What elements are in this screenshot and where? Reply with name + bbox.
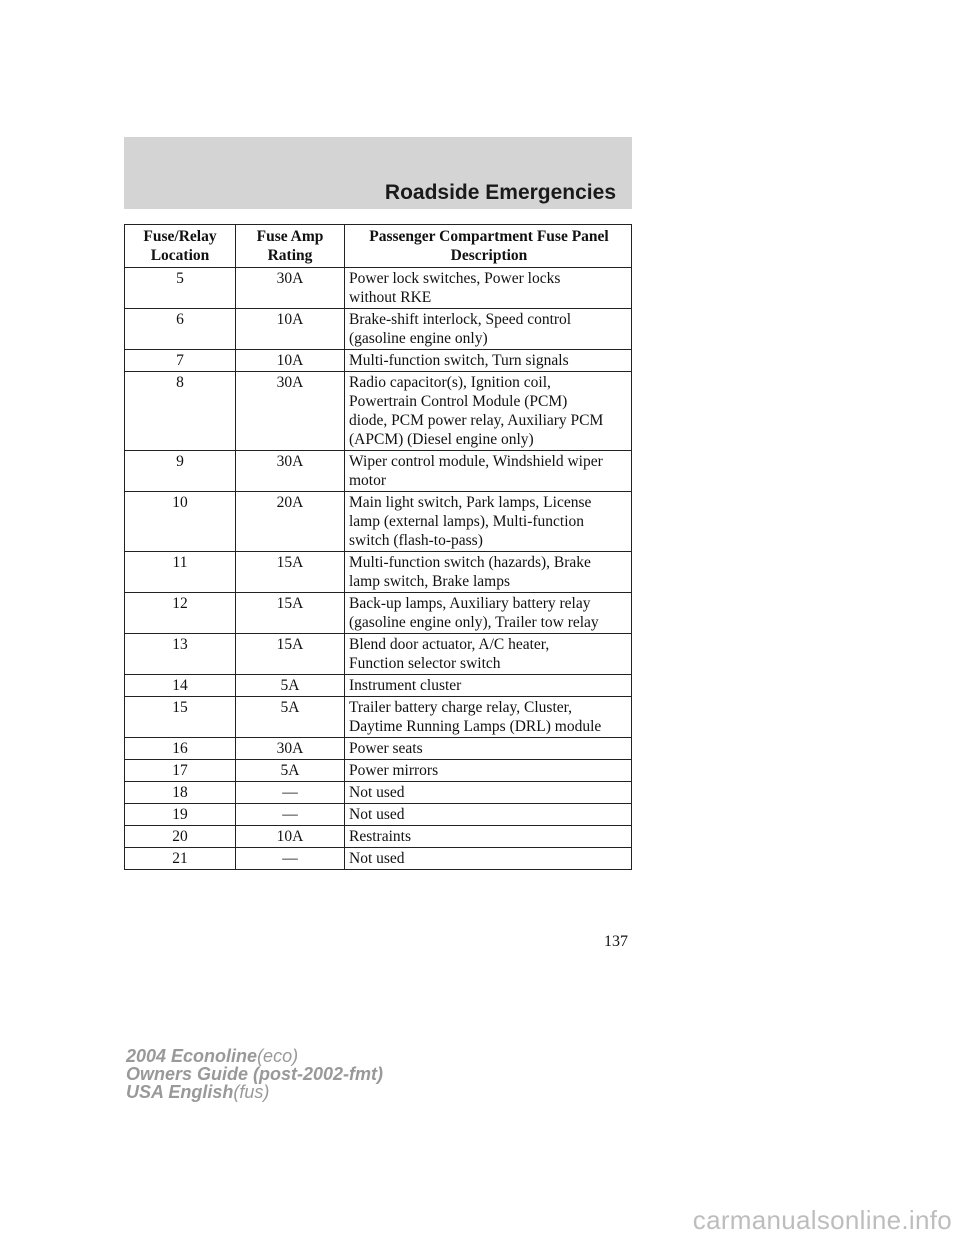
table-row bbox=[125, 848, 632, 870]
cell-description: Blend door actuator, A/C heater, Function selector switch bbox=[345, 634, 632, 675]
footer-line-1 bbox=[126, 1047, 383, 1065]
column-header-description: Passenger Compartment Fuse Panel Description bbox=[345, 225, 632, 268]
cell-location: 17 bbox=[125, 760, 236, 782]
cell-amp-rating: 10A bbox=[236, 826, 345, 848]
table-row bbox=[125, 697, 632, 738]
cell-amp-rating: 30A bbox=[236, 451, 345, 492]
cell-description: Main light switch, Park lamps, License lamp (external lamps), Multi-function switch (flash-to-pass) bbox=[345, 492, 632, 552]
cell-description: Multi-function switch (hazards), Brake lamp switch, Brake lamps bbox=[345, 552, 632, 593]
footer-model: 2004 Econoline bbox=[126, 1046, 258, 1066]
cell-location: 18 bbox=[125, 782, 236, 804]
cell-amp-rating: 30A bbox=[236, 738, 345, 760]
section-title: Roadside Emergencies bbox=[384, 181, 616, 204]
cell-location: 6 bbox=[125, 309, 236, 350]
cell-description: Trailer battery charge relay, Cluster, Daytime Running Lamps (DRL) module bbox=[345, 697, 632, 738]
cell-location: 21 bbox=[125, 848, 236, 870]
cell-location: 19 bbox=[125, 804, 236, 826]
table-header-row bbox=[125, 225, 632, 268]
table-row bbox=[125, 372, 632, 451]
footer-language: USA English bbox=[126, 1082, 234, 1102]
cell-location: 8 bbox=[125, 372, 236, 451]
cell-description: Radio capacitor(s), Ignition coil, Powertrain Control Module (PCM) diode, PCM power relay, Auxiliary PCM (APCM) (Diesel engine only) bbox=[345, 372, 632, 451]
table-row bbox=[125, 760, 632, 782]
cell-description: Multi-function switch, Turn signals bbox=[345, 350, 632, 372]
table-row bbox=[125, 804, 632, 826]
cell-amp-rating: 5A bbox=[236, 760, 345, 782]
cell-description: Instrument cluster bbox=[345, 675, 632, 697]
cell-location: 5 bbox=[125, 268, 236, 309]
table-row bbox=[125, 350, 632, 372]
table-row bbox=[125, 634, 632, 675]
cell-amp-rating: 20A bbox=[236, 492, 345, 552]
cell-description: Brake-shift interlock, Speed control (gasoline engine only) bbox=[345, 309, 632, 350]
cell-location: 7 bbox=[125, 350, 236, 372]
column-header-location: Fuse/Relay Location bbox=[125, 225, 236, 268]
cell-description: Not used bbox=[345, 782, 632, 804]
table-row bbox=[125, 268, 632, 309]
cell-location: 16 bbox=[125, 738, 236, 760]
table-row bbox=[125, 826, 632, 848]
cell-amp-rating: 15A bbox=[236, 593, 345, 634]
cell-location: 14 bbox=[125, 675, 236, 697]
cell-amp-rating: 30A bbox=[236, 268, 345, 309]
table-row bbox=[125, 782, 632, 804]
table-row bbox=[125, 451, 632, 492]
column-header-amp-rating: Fuse Amp Rating bbox=[236, 225, 345, 268]
cell-amp-rating: — bbox=[236, 848, 345, 870]
table-row bbox=[125, 738, 632, 760]
footer-line-3 bbox=[126, 1083, 383, 1101]
cell-description: Restraints bbox=[345, 826, 632, 848]
footer-line-2 bbox=[126, 1065, 383, 1083]
cell-amp-rating: 30A bbox=[236, 372, 345, 451]
cell-description: Not used bbox=[345, 848, 632, 870]
watermark: carmanualsonline.info bbox=[692, 1205, 952, 1235]
cell-amp-rating: 5A bbox=[236, 675, 345, 697]
footer-language-tag: (fus) bbox=[233, 1082, 270, 1102]
cell-description: Wiper control module, Windshield wiper motor bbox=[345, 451, 632, 492]
fuse-table-body bbox=[125, 268, 632, 870]
cell-location: 10 bbox=[125, 492, 236, 552]
document-footer bbox=[126, 1047, 383, 1101]
table-row bbox=[125, 675, 632, 697]
table-row bbox=[125, 309, 632, 350]
cell-location: 15 bbox=[125, 697, 236, 738]
footer-guide: Owners Guide (post-2002-fmt) bbox=[126, 1064, 384, 1084]
table-row bbox=[125, 492, 632, 552]
cell-description: Power lock switches, Power locks without RKE bbox=[345, 268, 632, 309]
cell-amp-rating: 15A bbox=[236, 634, 345, 675]
cell-amp-rating: — bbox=[236, 804, 345, 826]
cell-description: Power mirrors bbox=[345, 760, 632, 782]
cell-description: Back-up lamps, Auxiliary battery relay (gasoline engine only), Trailer tow relay bbox=[345, 593, 632, 634]
cell-amp-rating: 15A bbox=[236, 552, 345, 593]
cell-location: 12 bbox=[125, 593, 236, 634]
fuse-table bbox=[124, 224, 632, 870]
cell-amp-rating: — bbox=[236, 782, 345, 804]
cell-description: Power seats bbox=[345, 738, 632, 760]
cell-amp-rating: 5A bbox=[236, 697, 345, 738]
section-header-band bbox=[124, 137, 632, 209]
table-row bbox=[125, 593, 632, 634]
cell-location: 9 bbox=[125, 451, 236, 492]
cell-amp-rating: 10A bbox=[236, 350, 345, 372]
footer-model-tag: (eco) bbox=[257, 1046, 299, 1066]
page-number: 137 bbox=[604, 933, 628, 950]
table-row bbox=[125, 552, 632, 593]
cell-description: Not used bbox=[345, 804, 632, 826]
cell-location: 11 bbox=[125, 552, 236, 593]
cell-location: 20 bbox=[125, 826, 236, 848]
cell-amp-rating: 10A bbox=[236, 309, 345, 350]
cell-location: 13 bbox=[125, 634, 236, 675]
